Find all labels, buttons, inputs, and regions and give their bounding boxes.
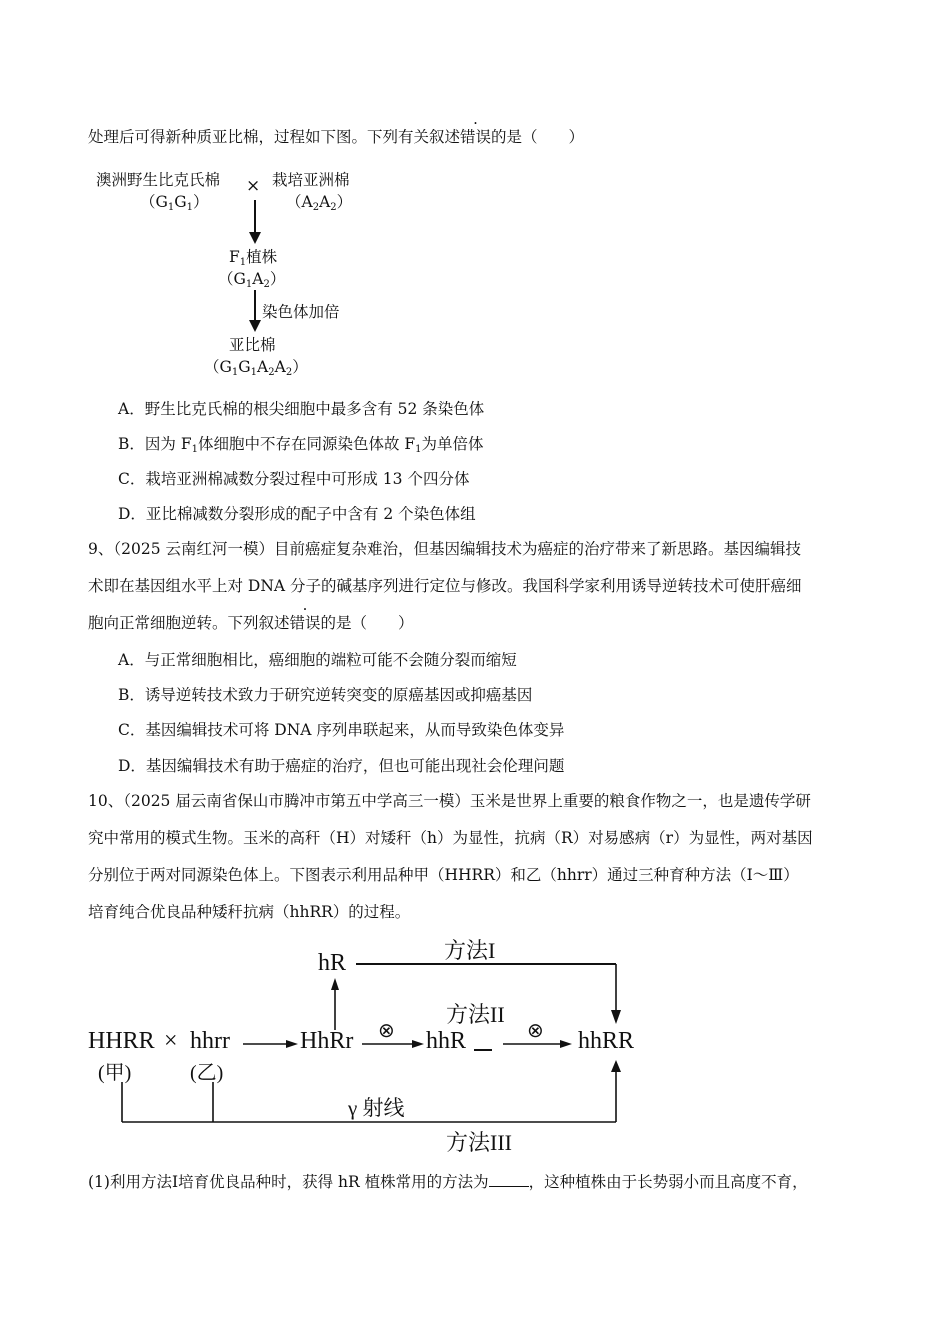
q10-sub1: (1)利用方法Ⅰ培育优良品种时，获得 hR 植株常用的方法为 ，这种植株由于长势弱小而且高度不育， [88, 1173, 808, 1191]
q10-line2: 究中常用的模式生物。玉米的高秆（H）对矮秆（h）为显性，抗病（R）对易感病（r）为显性，两对基因 [88, 829, 813, 847]
yi-label: (乙) [190, 1062, 224, 1084]
parent1-name: 澳洲野生比克氏棉 [96, 171, 221, 189]
hhRR-label: hhRR [578, 1028, 635, 1054]
product-name: 亚比棉 [229, 336, 276, 354]
q9-option-d: D．基因编辑技术有助于癌症的治疗，但也可能出现社会伦理问题 [118, 757, 565, 775]
parent2-genotype: $(A_2A_2)$ [286, 193, 353, 213]
arrow-head [249, 232, 261, 244]
q9-option-c: C．基因编辑技术可将 DNA 序列串联起来，从而导致染色体变异 [118, 721, 565, 739]
cross-symbol: × [246, 176, 261, 196]
answer-blank[interactable] [489, 1172, 529, 1187]
doubling-label: 染色体加倍 [262, 303, 340, 321]
q9-line1: 9、（2025 云南红河一模）目前癌症复杂难治，但基因编辑技术为癌症的治疗带来了新思路。基因编辑技 [88, 540, 801, 558]
method1-label: 方法I [444, 938, 496, 963]
jia-label: (甲) [98, 1062, 132, 1084]
selfing-symbol-1: ⊗ [378, 1020, 395, 1042]
method3-label: 方法III [446, 1130, 512, 1155]
q8-stem: 处理后可得新种质亚比棉，过程如下图。下列有关叙述错误的是（ ） [88, 128, 585, 146]
q8-option-b: B．因为 $F_1$体细胞中不存在同源染色体故 $F_1$为单倍体 [118, 435, 484, 455]
parent1-genotype: $(G_1G_1)$ [140, 193, 209, 213]
cross-symbol-2: × [164, 1028, 178, 1054]
parent2-name: 栽培亚洲棉 [272, 171, 350, 189]
method2-label: 方法II [446, 1002, 505, 1027]
q10-line4: 培育纯合优良品种矮秆抗病（hhRR）的过程。 [88, 903, 411, 921]
f1-genotype: $(G_1A_2)$ [218, 270, 286, 290]
q9-option-b: B．诱导逆转技术致力于研究逆转突变的原癌基因或抑癌基因 [118, 686, 533, 704]
q9-line3: 胞向正常细胞逆转。下列叙述错误的是（ ） [88, 614, 414, 632]
hhR-label: hhR [426, 1028, 467, 1054]
HHRR-label: HHRR [88, 1028, 155, 1054]
product-genotype: $(G_1G_1A_2A_2)$ [204, 358, 308, 378]
q9-line2: 术即在基因组水平上对 DNA 分子的碱基序列进行定位与修改。我国科学家利用诱导逆转技术可使肝癌细 [88, 577, 802, 595]
arrow-head [249, 320, 261, 332]
q8-option-c: C．栽培亚洲棉减数分裂过程中可形成 13 个四分体 [118, 470, 470, 488]
q10-line1: 10、（2025 届云南省保山市腾冲市第五中学高三一模）玉米是世界上重要的粮食作物之一，也是遗传学研 [88, 792, 811, 810]
selfing-symbol-2: ⊗ [527, 1020, 544, 1042]
hR-label: hR [318, 950, 347, 976]
q8-option-d: D．亚比棉减数分裂形成的配子中含有 2 个染色体组 [118, 505, 476, 523]
emphasis-dots: 错误 [289, 614, 321, 632]
q10-line3: 分别位于两对同源染色体上。下图表示利用品种甲（HHRR）和乙（hhrr）通过三种育种方法（Ⅰ～Ⅲ） [88, 866, 799, 884]
gamma-label: γ 射线 [348, 1096, 405, 1120]
q8-option-a: A．野生比克氏棉的根尖细胞中最多含有 52 条染色体 [118, 400, 485, 418]
q9-option-a: A．与正常细胞相比，癌细胞的端粒可能不会随分裂而缩短 [118, 651, 517, 669]
HhRr-label: HhRr [300, 1028, 354, 1054]
emphasis-dots: 错误 [460, 128, 492, 146]
f1-label: $F_1$植株 [229, 248, 278, 268]
hhrr-label: hhrr [190, 1028, 230, 1054]
